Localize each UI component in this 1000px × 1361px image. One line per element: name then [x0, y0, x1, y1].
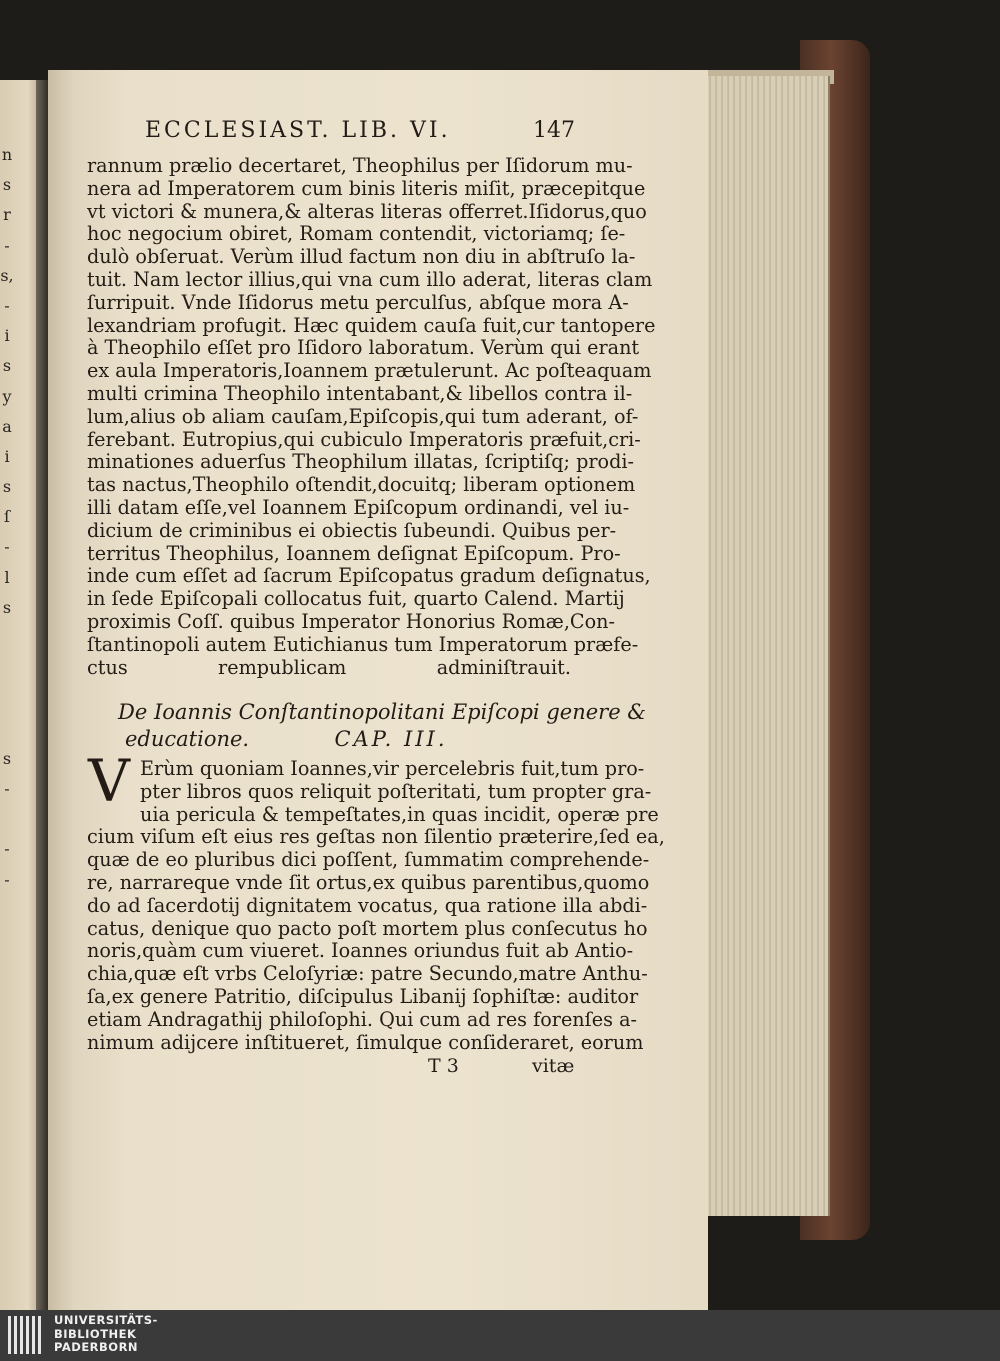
previous-page-glyph: r [3, 205, 11, 225]
library-name [54, 1314, 158, 1355]
text-line: do ad ſacerdotij dignitatem vocatus, qua ratione illa abdi- [87, 893, 648, 917]
text-line: illi datam eſſe,vel Ioannem Epiſcopum ordinandi, vel iu- [87, 496, 630, 519]
text-line: à Theophilo eſſet pro Iſidoro laboratum. Verùm qui erant [87, 336, 640, 360]
chapter-subject: educatione. [125, 727, 250, 751]
text-line: pter libros quos reliquit poſteritati, tum propter gra- [140, 779, 652, 803]
previous-page-glyph: - [4, 869, 10, 889]
previous-page-glyph: s [2, 748, 12, 768]
text-line: nimum adijcere inſtitueret, ſimulque conſideraret, eorum [87, 1030, 644, 1054]
library-footer [0, 1310, 1000, 1361]
previous-page-glyph: i [4, 446, 10, 466]
text-line: chia,quæ eſt vrbs Celoſyriæ: patre Secundo,matre Anthu- [87, 962, 648, 986]
previous-page-glyph: s [2, 477, 12, 497]
text-line: dulò obſeruat. Verùm illud factum non diu in abſtruſo la- [87, 245, 636, 269]
previous-page-glyph: - [4, 295, 10, 315]
library-logo-icon [8, 1316, 46, 1354]
chapter-number: CAP. III. [334, 727, 448, 751]
library-name-line3: PADERBORN [54, 1340, 139, 1354]
previous-page-glyph: - [4, 778, 10, 798]
text-line: lum,alius ob aliam cauſam,Epiſcopis,qui tum aderant, of- [87, 404, 639, 428]
text-line: minationes aduerſus Theophilum illatas, ſcriptiſq; prodi- [87, 450, 635, 474]
text-line: uia pericula & tempeſtates,in quas incidit, operæ pre [140, 802, 659, 826]
text-line: etiam Andragathij philoſophi. Qui cum ad res forenſes a- [87, 1007, 637, 1031]
previous-page-glyph [0, 653, 14, 683]
previous-page-glyph: y [2, 386, 12, 406]
text-line: Erùm quoniam Ioannes,vir percelebris fuit,tum pro- [140, 757, 645, 780]
text-line: multi crimina Theophilo intentabant,& libellos contra il- [87, 382, 633, 405]
previous-page-glyph: s [2, 597, 12, 617]
previous-page-glyph [0, 623, 14, 653]
catchword: vitæ [532, 1055, 575, 1077]
text-line: ferebant. Eutropius,qui cubiculo Imperatoris præfuit,cri- [87, 427, 641, 451]
previous-page-glyph [0, 804, 14, 834]
text-line: ſurripuit. Vnde Iſidorus metu perculſus, abſque mora A- [87, 290, 629, 314]
text-line: ctus rempublicam adminiſtrauit. [87, 655, 571, 679]
text-line: hoc negocium obiret, Romam contendit, victoriamq; ſe- [87, 222, 626, 246]
previous-page-glyph: s [2, 356, 12, 376]
text-line: inde cum eſſet ad ſacrum Epiſcopatus gradum deſignatus, [87, 564, 651, 588]
text-line: ſtantinopoli autem Eutichianus tum Imperatorum præfe- [87, 632, 639, 656]
text-line: catus, denique quo pacto poſt mortem plus conſecutus ho [87, 916, 648, 940]
page-block-fore-edge [694, 76, 830, 1216]
previous-page-glyph: n [1, 145, 13, 164]
previous-page-fragments [0, 140, 14, 895]
page-number: 147 [533, 118, 575, 143]
previous-page-glyph: l [4, 567, 10, 587]
text-line: lexandriam profugit. Hæc quidem cauſa fuit,cur tantopere [87, 313, 656, 337]
text-line: ex aula Imperatoris,Ioannem prætulerunt. Ac poſteaquam [87, 359, 652, 383]
signature-mark: T 3 [428, 1055, 459, 1077]
text-line: vt victori & munera,& alteras literas offerret.Iſidorus,quo [87, 199, 647, 223]
previous-page-glyph: - [4, 537, 10, 557]
previous-page-glyph: a [2, 416, 12, 436]
drop-cap: V [88, 747, 130, 815]
previous-page-glyph: i [4, 326, 10, 346]
text-line: rannum prælio decertaret, Theophilus per Iſidorum mu- [87, 154, 633, 177]
running-header [145, 118, 575, 143]
text-line: tuit. Nam lector illius,qui vna cum illo aderat, literas clam [87, 268, 653, 291]
previous-page-glyph: - [4, 235, 10, 255]
previous-page-glyph: s, [0, 265, 14, 285]
text-line: re, narrareque vnde ſit ortus,ex quibus parentibus,quomo [87, 871, 650, 894]
text-line: ſa,ex genere Patritio, diſcipulus Libanij ſophiſtæ: auditor [87, 985, 639, 1008]
text-line: quæ de eo pluribus dici poſſent, ſummatim comprehende- [87, 848, 650, 872]
previous-page-glyph: - [4, 839, 10, 859]
text-line: territus Theophilus, Ioannem deſignat Epiſcopum. Pro- [87, 541, 621, 565]
text-line: noris,quàm cum viueret. Ioannes oriundus fuit ab Antio- [87, 939, 634, 963]
previous-page-glyph [0, 683, 14, 713]
text-line: tas nactus,Theophilo oſtendit,docuitq; liberam optionem [87, 473, 636, 497]
text-line: cium viſum eſt eius res geſtas non ſilentio præterire,ſed ea, [87, 825, 665, 849]
chapter-title-line1: De Ioannis Conſtantinopolitani Epiſcopi genere & [118, 700, 646, 724]
text-line: proximis Coſſ. quibus Imperator Honorius Romæ,Con- [87, 610, 616, 633]
text-line: nera ad Imperatorem cum binis literis miſit, præcepitque [87, 176, 646, 200]
previous-page-glyph [0, 714, 14, 744]
running-title: ECCLESIAST. LIB. VI. [145, 118, 451, 143]
text-line: in ſede Epiſcopali collocatus fuit, quarto Calend. Martij [87, 587, 625, 611]
previous-page-glyph: s [2, 175, 12, 195]
library-name-line2: BIBLIOTHEK [54, 1326, 137, 1341]
previous-page-glyph: ſ [4, 507, 10, 527]
text-line: dicium de criminibus ei obiectis ſubeundi. Quibus per- [87, 518, 617, 542]
chapter-title-line2 [125, 727, 448, 751]
library-name-line1: UNIVERSITÄTS- [54, 1313, 158, 1327]
